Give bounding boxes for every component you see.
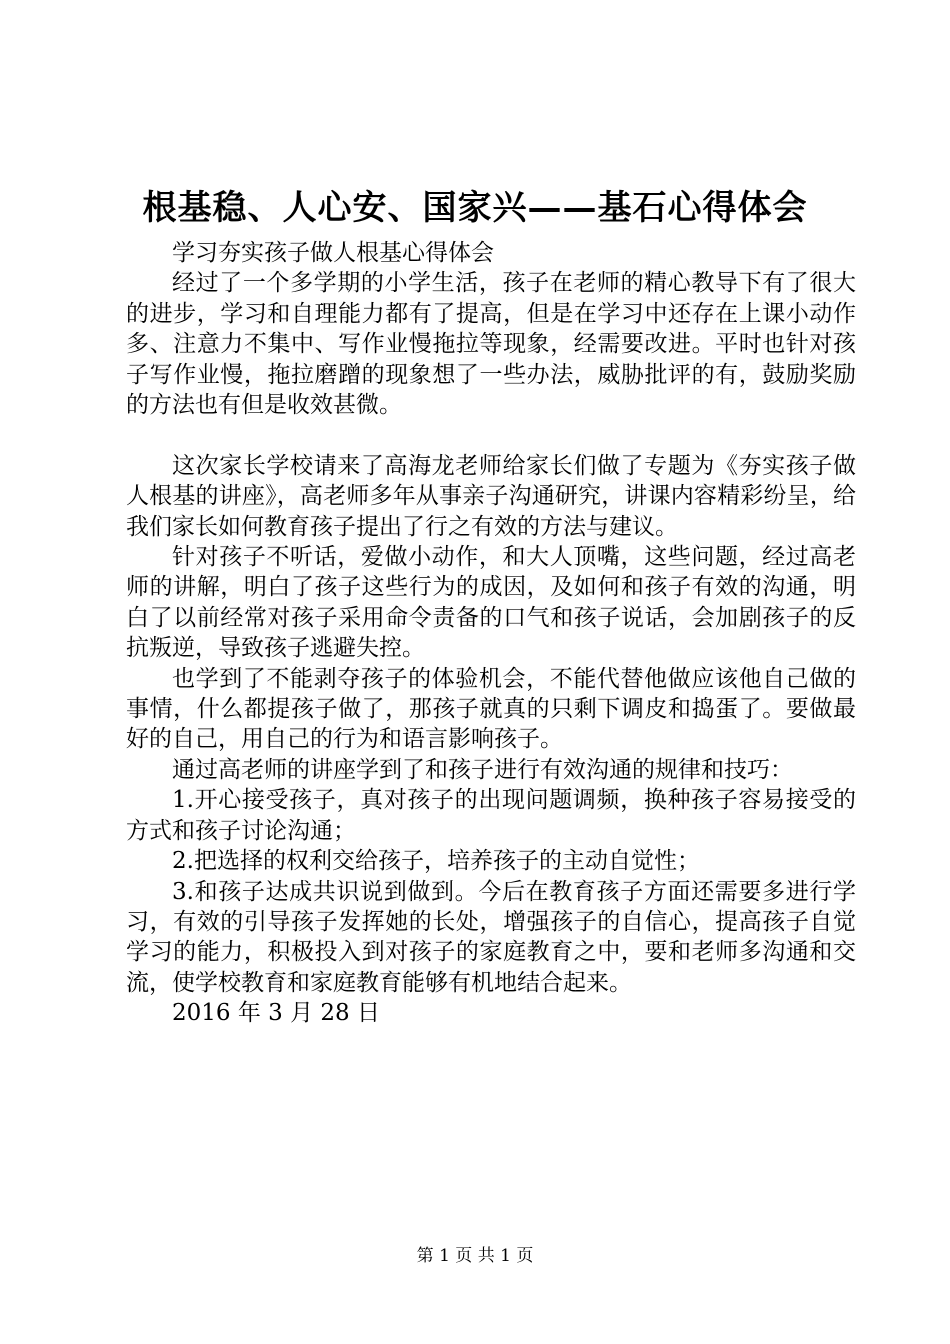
document-body bbox=[126, 238, 856, 1029]
list-item-2: 2.把选择的权利交给孩子，培养孩子的主动自觉性； bbox=[172, 848, 700, 875]
paragraph-intro: 经过了一个多学期的小学生活，孩子在老师的精心教导下有了很大的进步，学习和自理能力都有了提高，但是在学习中还存在上课小动作多、注意力不集中、写作业慢拖拉等现象，经需要改进。平时也针对孩子写作业慢，拖拉磨蹭的现象想了一些办法，威胁批评的有，鼓励奖励的方法也有但是收效甚微。 bbox=[126, 270, 856, 419]
list-item-1: 1.开心接受孩子，真对孩子的出现问题调频，换种孩子容易接受的方式和孩子讨论沟通； bbox=[126, 787, 856, 844]
paragraph-techniques-intro: 通过高老师的讲座学到了和孩子进行有效沟通的规律和技巧： bbox=[172, 756, 793, 783]
paragraph-experience: 也学到了不能剥夺孩子的体验机会，不能代替他做应该他自己做的事情，什么都提孩子做了，那孩子就真的只剩下调皮和捣蛋了。要做最好的自己，用自己的行为和语言影响孩子。 bbox=[126, 665, 856, 753]
document-date: 2016 年 3 月 28 日 bbox=[172, 1000, 380, 1027]
document-subtitle: 学习夯实孩子做人根基心得体会 bbox=[172, 240, 494, 266]
list-item-3: 3.和孩子达成共识说到做到。今后在教育孩子方面还需要多进行学习，有效的引导孩子发挥她的长处，增强孩子的自信心，提高孩子自觉学习的能力，积极投入到对孩子的家庭教育之中，要和老师多沟通和交流，使学校教育和家庭教育能够有机地结合起来。 bbox=[126, 878, 856, 996]
page-number-footer: 第 1 页 共 1 页 bbox=[416, 1246, 534, 1266]
paragraph-behavior: 针对孩子不听话，爱做小动作，和大人顶嘴，这些问题，经过高老师的讲解，明白了孩子这些行为的成因，及如何和孩子有效的沟通，明白了以前经常对孩子采用命令责备的口气和孩子说话，会加剧孩子的反抗叛逆，导致孩子逃避失控。 bbox=[126, 544, 856, 662]
document-title: 根基稳、人心安、国家兴——基石心得体会 bbox=[142, 188, 808, 228]
paragraph-lecture: 这次家长学校请来了高海龙老师给家长们做了专题为《夯实孩子做人根基的讲座》，高老师多年从事亲子沟通研究，讲课内容精彩纷呈，给我们家长如何教育孩子提出了行之有效的方法与建议。 bbox=[126, 452, 856, 540]
